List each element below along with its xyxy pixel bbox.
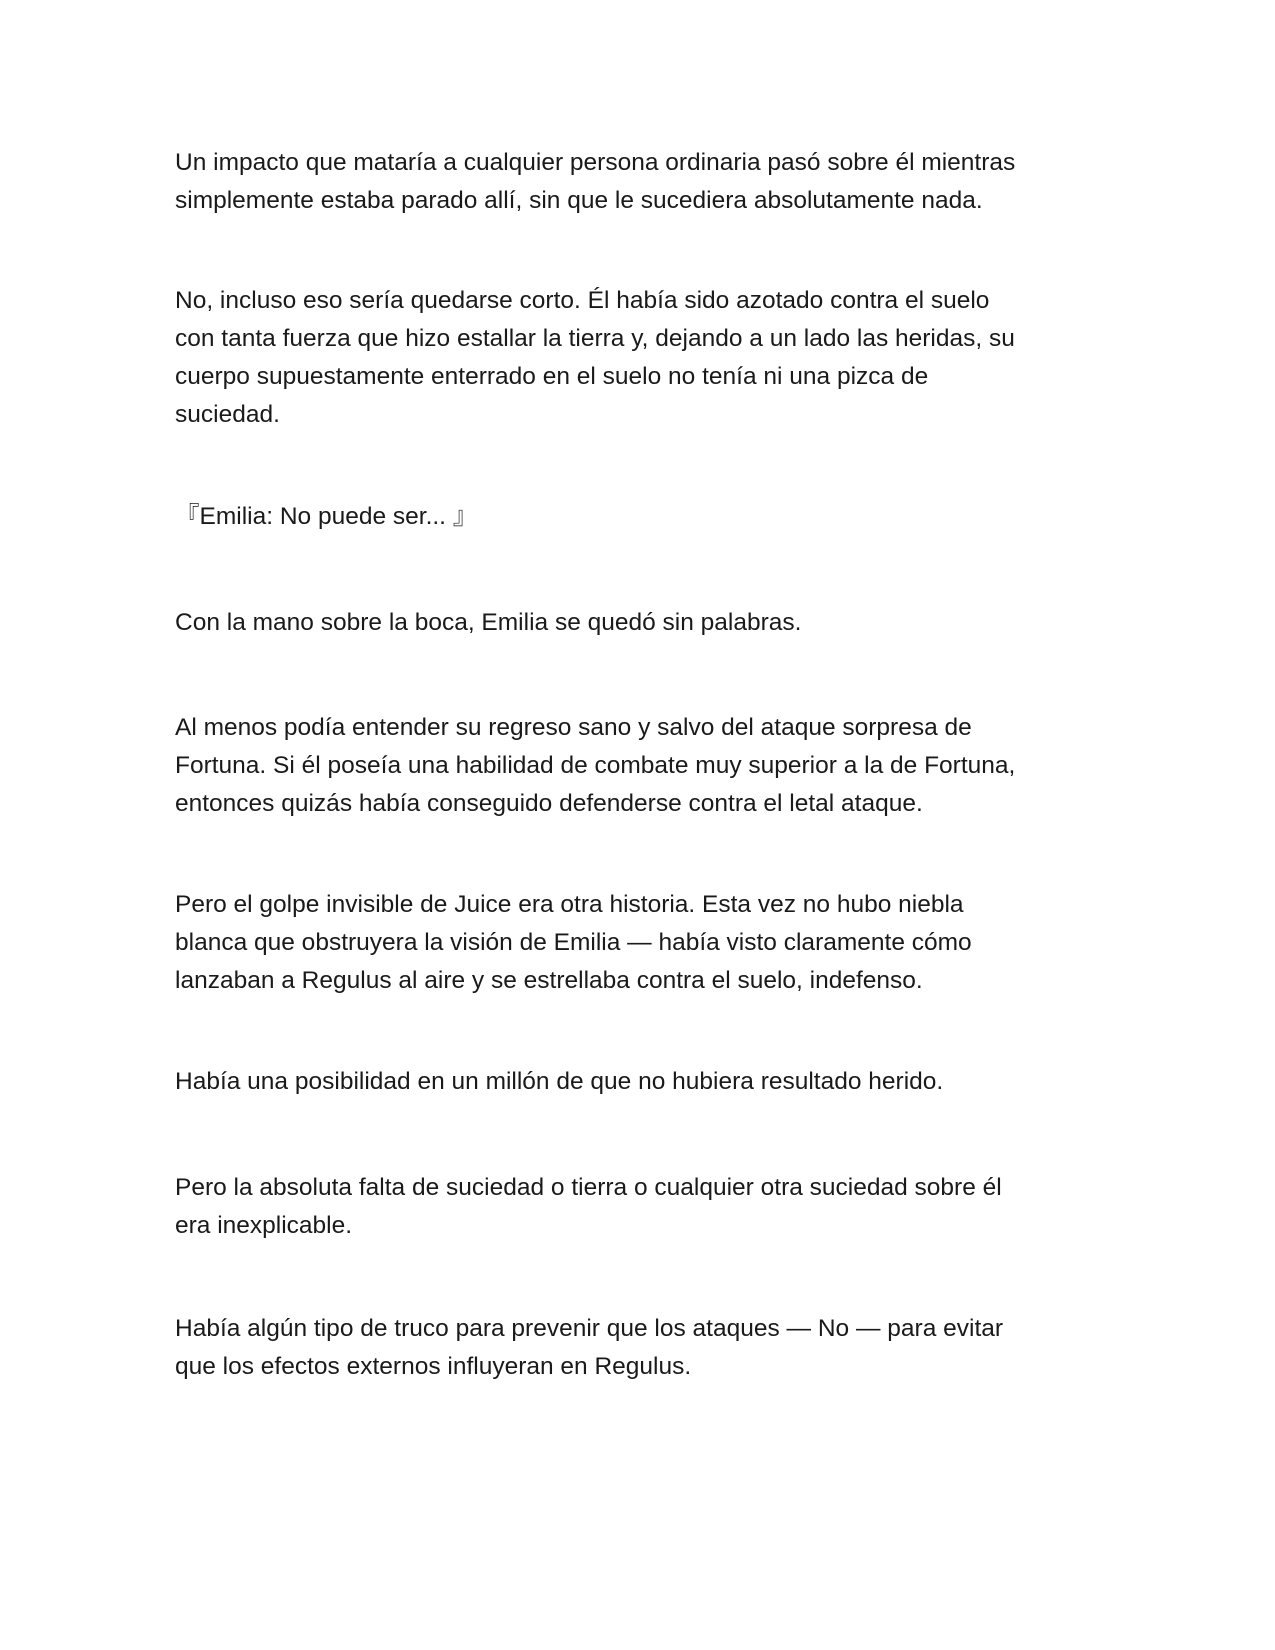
paragraph-1: Un impacto que mataría a cualquier persona ordinaria pasó sobre él mientras simplemente estaba parado allí, sin que le sucediera absolutamente nada. xyxy=(175,149,1016,214)
paragraph-3: Con la mano sobre la boca, Emilia se quedó sin palabras. xyxy=(175,609,802,636)
paragraph-5: Pero el golpe invisible de Juice era otra historia. Esta vez no hubo niebla blanca que obstruyera la visión de Emilia — había visto claramente cómo lanzaban a Regulus al aire y se estrellaba contra el suelo, indefenso. xyxy=(175,891,972,994)
paragraph-7: Pero la absoluta falta de suciedad o tierra o cualquier otra suciedad sobre él era inexplicable. xyxy=(175,1174,1002,1239)
paragraph-2: No, incluso eso sería quedarse corto. Él había sido azotado contra el suelo con tanta fuerza que hizo estallar la tierra y, dejando a un lado las heridas, su cuerpo supuestamente enterrado en el suelo no tenía ni una pizca de suciedad. xyxy=(175,287,1015,428)
dialogue-line-emilia: 『Emilia: No puede ser... 』 xyxy=(175,503,478,530)
paragraph-4: Al menos podía entender su regreso sano y salvo del ataque sorpresa de Fortuna. Si él poseía una habilidad de combate muy superior a la de Fortuna, entonces quizás había conseguido defenderse contra el letal ataque. xyxy=(175,714,1016,817)
paragraph-6: Había una posibilidad en un millón de que no hubiera resultado herido. xyxy=(175,1068,944,1095)
paragraph-8: Había algún tipo de truco para prevenir que los ataques — No — para evitar que los efectos externos influyeran en Regulus. xyxy=(175,1315,1004,1380)
